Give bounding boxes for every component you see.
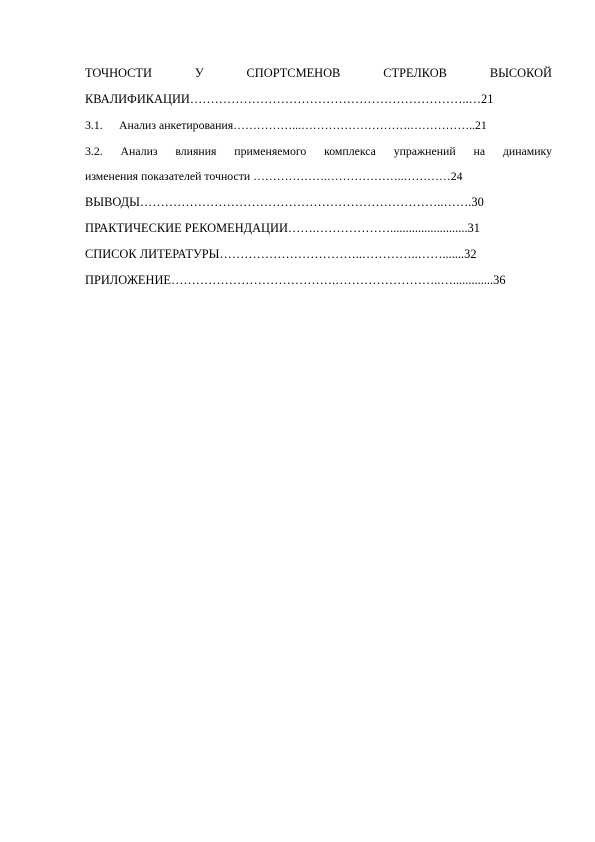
toc-item-recommendations: ПРАКТИЧЕСКИЕ РЕКОМЕНДАЦИИ…….……………….........................31 (85, 221, 480, 235)
toc-item-references: СПИСОК ЛИТЕРАТУРЫ……………………………..…………..…….......32 (85, 247, 477, 261)
toc-item-word: Анализ (120, 144, 158, 158)
toc-item-word: упражнений (393, 144, 456, 158)
toc-heading-word: ТОЧНОСТИ (85, 66, 152, 80)
toc-item-conclusions: ВЫВОДЫ………………………………………………………………..…….30 (85, 195, 484, 209)
toc-item-3-2-line-2: изменения показателей точности ……………….………………..…………24 (85, 169, 463, 183)
toc-item-appendix: ПРИЛОЖЕНИЕ………………………………….……………………..….............36 (85, 273, 506, 287)
toc-heading-word: У (194, 66, 204, 80)
toc-heading-line-1 (85, 65, 552, 81)
toc-heading-word: СТРЕЛКОВ (383, 66, 447, 80)
toc-item-3-2-line-1 (85, 143, 552, 159)
toc-item-number: 3.1. (85, 118, 103, 132)
toc-heading-word: СПОРТСМЕНОВ (246, 66, 341, 80)
toc-item-word: комплекса (324, 144, 376, 158)
toc-item-word: на (473, 144, 486, 158)
toc-item-word: динамику (502, 144, 552, 158)
toc-heading-line-2: КВАЛИФИКАЦИИ…………………………………………………………..…21 (85, 92, 494, 106)
toc-item-number: 3.2. (85, 144, 103, 158)
toc-item-word: влияния (175, 144, 217, 158)
toc-heading-word: ВЫСОКОЙ (489, 66, 552, 80)
toc-item-word: применяемого (234, 144, 307, 158)
toc-item-3-1 (85, 117, 552, 133)
toc-item-text: Анализ анкетирования……………...……………………….……………..21 (119, 118, 487, 132)
